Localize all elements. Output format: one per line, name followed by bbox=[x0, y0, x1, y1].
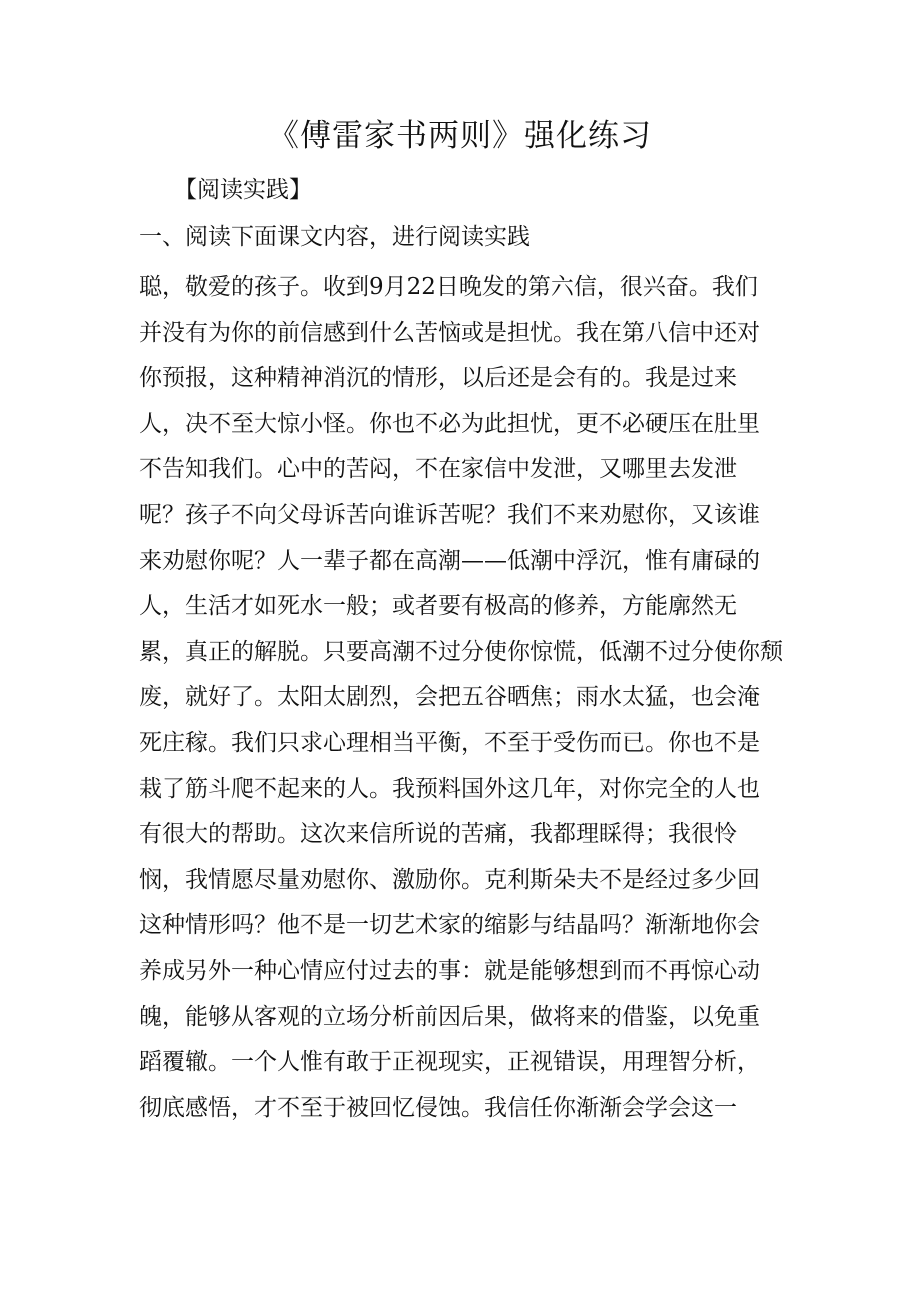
passage-line: 废，就好了。太阳太剧烈，会把五谷晒焦；雨水太猛，也会淹 bbox=[139, 684, 760, 711]
passage-line: 聪，敬爱的孩子。收到9月22日晚发的第六信，很兴奋。我们 bbox=[139, 274, 758, 300]
passage-line: 蹈覆辙。一个人惟有敢于正视现实，正视错误，用理智分析， bbox=[139, 1049, 760, 1076]
passage-line: 呢？孩子不向父母诉苦向谁诉苦呢？我们不来劝慰你，又该谁 bbox=[139, 501, 760, 528]
passage-line: 来劝慰你呢？人一辈子都在高潮——低潮中浮沉，惟有庸碌的 bbox=[139, 547, 760, 574]
question-prompt: 一、阅读下面课文内容，进行阅读实践 bbox=[139, 224, 530, 250]
passage-line: 养成另外一种心情应付过去的事：就是能够想到而不再惊心动 bbox=[139, 957, 760, 984]
passage-line: 人，决不至大惊小怪。你也不必为此担忧，更不必硬压在肚里 bbox=[139, 410, 760, 437]
passage-line: 累，真正的解脱。只要高潮不过分使你惊慌，低潮不过分使你颓 bbox=[139, 638, 783, 665]
passage-line: 并没有为你的前信感到什么苦恼或是担忧。我在第八信中还对 bbox=[139, 319, 760, 346]
passage-line: 彻底感悟，才不至于被回忆侵蚀。我信任你渐渐会学会这一 bbox=[139, 1094, 737, 1121]
passage-line: 魄，能够从客观的立场分析前因后果，做将来的借鉴，以免重 bbox=[139, 1003, 760, 1030]
passage-line: 这种情形吗？他不是一切艺术家的缩影与结晶吗？渐渐地你会 bbox=[139, 912, 760, 939]
reading-passage bbox=[139, 265, 783, 1131]
passage-line: 栽了筋斗爬不起来的人。我预料国外这几年，对你完全的人也 bbox=[139, 775, 760, 802]
passage-line: 悯，我情愿尽量劝慰你、激励你。克利斯朵夫不是经过多少回 bbox=[139, 866, 760, 893]
passage-line: 你预报，这种精神消沉的情形，以后还是会有的。我是过来 bbox=[139, 365, 737, 392]
passage-line: 人，生活才如死水一般；或者要有极高的修养，方能廓然无 bbox=[139, 593, 737, 620]
passage-line: 有很大的帮助。这次来信所说的苦痛，我都理睬得；我很怜 bbox=[139, 821, 737, 848]
passage-line: 不告知我们。心中的苦闷，不在家信中发泄，又哪里去发泄 bbox=[139, 456, 737, 483]
page-title: 《傅雷家书两则》强化练习 bbox=[268, 118, 652, 154]
passage-line: 死庄稼。我们只求心理相当平衡，不至于受伤而已。你也不是 bbox=[139, 729, 760, 756]
section-heading: 【阅读实践】 bbox=[174, 177, 312, 203]
